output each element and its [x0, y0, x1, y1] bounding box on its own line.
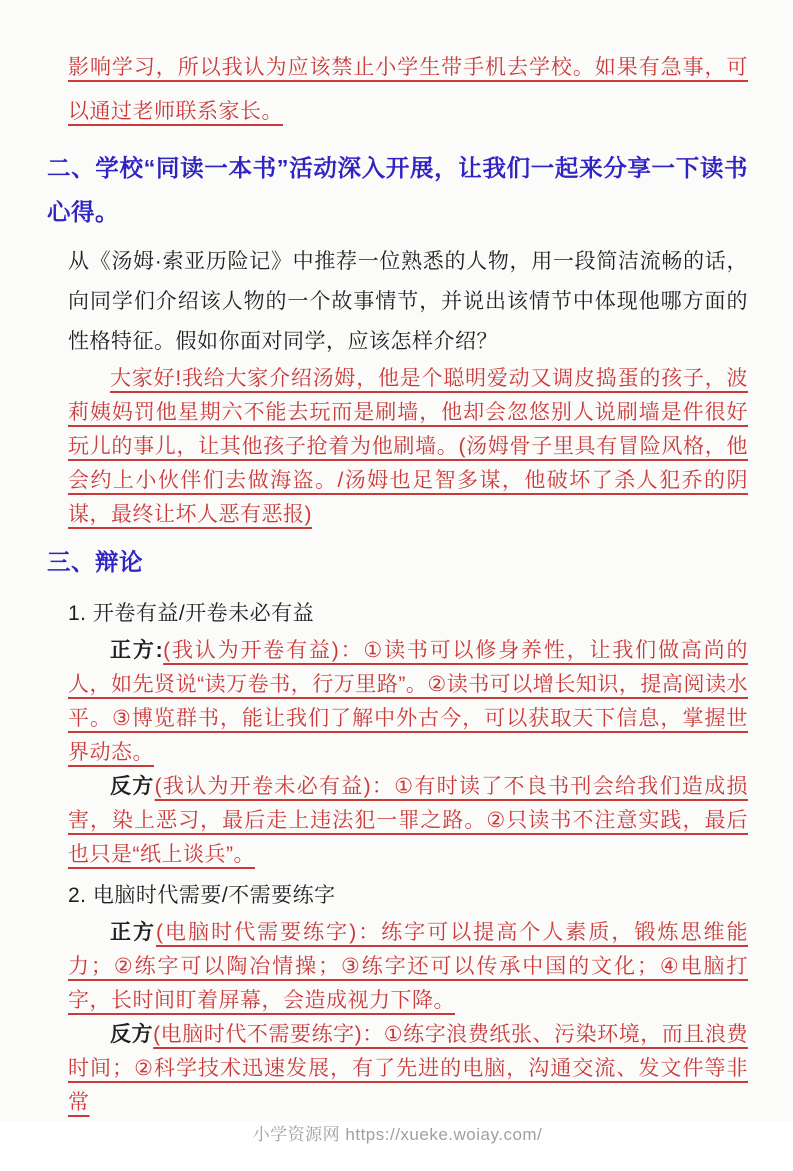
debate1-con-label: 反方: [110, 775, 155, 798]
debate2-con: [68, 1018, 748, 1120]
page-footer: [47, 1120, 748, 1171]
section2-answer: 大家好!我给大家介绍汤姆，他是个聪明爱动又调皮捣蛋的孩子，波莉姨妈罚他星期六不能去玩而是刷墙，他却会忽悠别人说刷墙是件很好玩儿的事儿，让其他孩子抢着为他刷墙。(汤姆骨子里具有冒险风格，他会约上小伙伴们去做海盗。/汤姆也足智多谋，他破坏了杀人犯乔的阴谋，最终让坏人恶有恶报): [68, 367, 748, 526]
debate2-pro: [68, 916, 748, 1018]
debate1-con-text: (我认为开卷未必有益)：①有时读了不良书刊会给我们造成损害，染上恶习，最后走上违法犯一罪之路。②只读书不注意实践，最后也只是“纸上谈兵”。: [68, 775, 749, 866]
footer-source-text: 小学资源网 https://xueke.woiay.com/: [252, 1125, 543, 1144]
debate1-pro-label: 正方:: [110, 639, 164, 662]
phone-answer-continuation: 影响学习，所以我认为应该禁止小学生带手机去学校。如果有急事，可以通过老师联系家长。: [68, 56, 748, 123]
debate2-con-text: (电脑时代不需要练字)：①练字浪费纸张、污染环境，而且浪费时间；②科学技术迅速发展，有了先进的电脑，沟通交流、发文件等非常: [68, 1023, 749, 1114]
debate2-pro-text: (电脑时代需要练字)：练字可以提高个人素质，锻炼思维能力；②练字可以陶冶情操；③练字还可以传承中国的文化；④电脑打字，长时间盯着屏幕，会造成视力下降。: [68, 921, 749, 1012]
section3-heading: 三、辩论: [47, 549, 143, 575]
section2-heading: 二、学校“同读一本书”活动深入开展，让我们一起来分享一下读书心得。: [47, 155, 748, 225]
section2-question: 从《汤姆·索亚历险记》中推荐一位熟悉的人物，用一段简洁流畅的话，向同学们介绍该人物的一个故事情节，并说出该情节中体现他哪方面的性格特征。假如你面对同学，应该怎样介绍？: [68, 250, 748, 353]
debate1-topic: 1. 开卷有益/开卷未必有益: [68, 602, 315, 625]
debate2-topic: 2. 电脑时代需要/不需要练字: [68, 884, 336, 907]
debate1-con: [68, 770, 748, 872]
debate1-pro-text: (我认为开卷有益)：①读书可以修身养性，让我们做高尚的人，如先贤说“读万卷书，行万里路”。②读书可以增长知识，提高阅读水平。③博览群书，能让我们了解中外古今，可以获取天下信息，掌握世界动态。: [68, 639, 748, 764]
debate1-pro: [68, 634, 748, 770]
debate2-con-label: 反方: [110, 1023, 154, 1046]
debate2-pro-label: 正方: [110, 921, 157, 944]
